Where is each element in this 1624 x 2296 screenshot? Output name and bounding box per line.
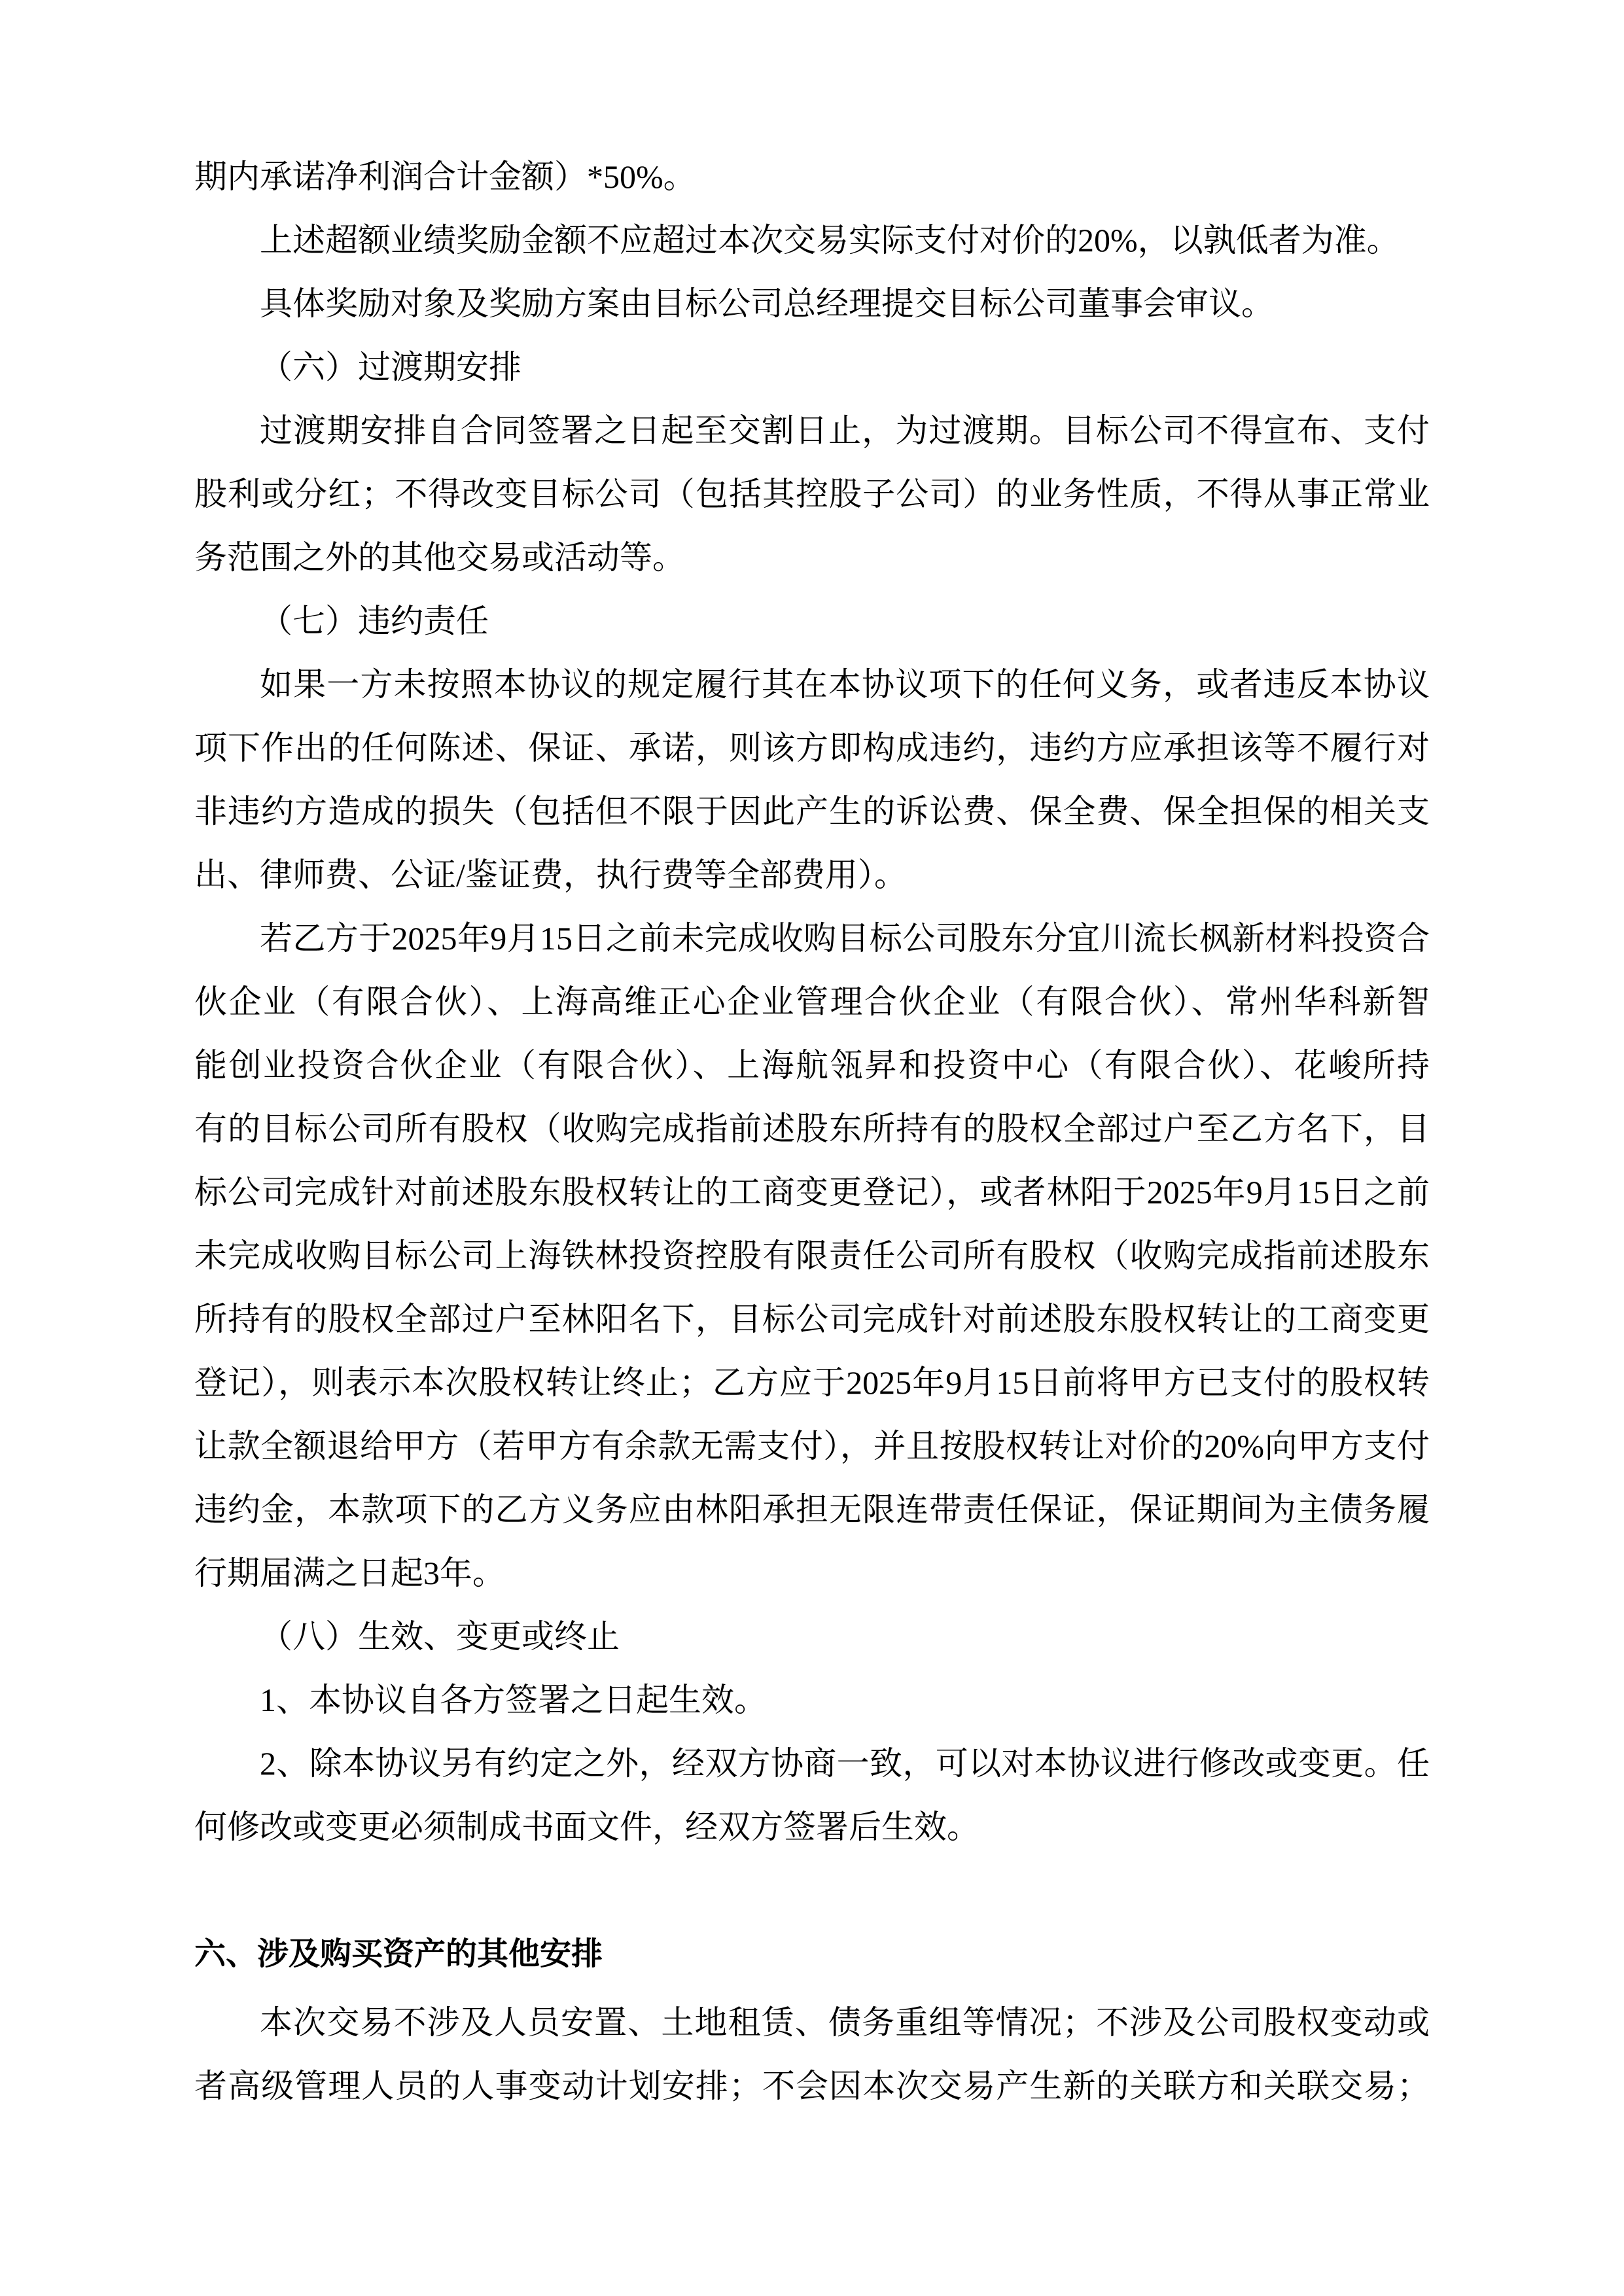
text-line: 何修改或变更必须制成书面文件，经双方签署后生效。	[194, 1809, 980, 1845]
text-line: 让款全额退给甲方（若甲方有余款无需支付），并且按股权转让对价的20%向甲方支付	[194, 1428, 1430, 1464]
text-line: 1、本协议自各方签署之日起生效。	[260, 1682, 767, 1718]
text-line: 若乙方于2025年9月15日之前未完成收购目标公司股东分宜川流长枫新材料投资合	[260, 920, 1430, 957]
text-line: 伙企业（有限合伙）、上海高维正心企业管理合伙企业（有限合伙）、常州华科新智	[194, 983, 1430, 1020]
text-line: 本次交易不涉及人员安置、土地租赁、债务重组等情况；不涉及公司股权变动或	[260, 2004, 1430, 2041]
text-line: 行期届满之日起3年。	[194, 1555, 505, 1591]
text-line: （六）过渡期安排	[260, 349, 521, 385]
text-line: （七）违约责任	[260, 603, 489, 639]
text-line: 务范围之外的其他交易或活动等。	[194, 539, 685, 576]
text-line: 登记），则表示本次股权转让终止；乙方应于2025年9月15日前将甲方已支付的股权转	[194, 1364, 1430, 1401]
text-line: 有的目标公司所有股权（收购完成指前述股东所持有的股权全部过户至乙方名下，目	[194, 1110, 1430, 1147]
text-line: 非违约方造成的损失（包括但不限于因此产生的诉讼费、保全费、保全担保的相关支	[194, 793, 1430, 830]
text-line: 期内承诺净利润合计金额）*50%。	[194, 158, 696, 195]
text-line: 如果一方未按照本协议的规定履行其在本协议项下的任何义务，或者违反本协议	[260, 666, 1430, 703]
text-line: 2、除本协议另有约定之外，经双方协商一致，可以对本协议进行修改或变更。任	[260, 1745, 1430, 1782]
text-line: 所持有的股权全部过户至林阳名下，目标公司完成针对前述股东股权转让的工商变更	[194, 1301, 1430, 1337]
text-line: 股利或分红；不得改变目标公司（包括其控股子公司）的业务性质，不得从事正常业	[194, 476, 1430, 512]
text-line: 违约金，本款项下的乙方义务应由林阳承担无限连带责任保证，保证期间为主债务履	[194, 1491, 1430, 1528]
text-line: 上述超额业绩奖励金额不应超过本次交易实际支付对价的20%，以孰低者为准。	[260, 222, 1400, 258]
text-line: 过渡期安排自合同签署之日起至交割日止，为过渡期。目标公司不得宣布、支付	[260, 412, 1430, 449]
text-line: 项下作出的任何陈述、保证、承诺，则该方即构成违约，违约方应承担该等不履行对	[194, 730, 1430, 766]
document-body	[194, 0, 1430, 2118]
text-line: 标公司完成针对前述股东股权转让的工商变更登记），或者林阳于2025年9月15日之前	[194, 1174, 1430, 1210]
text-line: 未完成收购目标公司上海铁林投资控股有限责任公司所有股权（收购完成指前述股东	[194, 1237, 1430, 1274]
text-line: （八）生效、变更或终止	[260, 1618, 620, 1655]
text-line: 出、律师费、公证/鉴证费，执行费等全部费用）。	[194, 857, 907, 893]
text-line: 具体奖励对象及奖励方案由目标公司总经理提交目标公司董事会审议。	[260, 285, 1274, 322]
section-heading: 六、涉及购买资产的其他安排	[194, 1937, 603, 1971]
text-line: 能创业投资合伙企业（有限合伙）、上海航瓴昇和投资中心（有限合伙）、花峻所持	[194, 1047, 1430, 1084]
text-line: 者高级管理人员的人事变动计划安排；不会因本次交易产生新的关联方和关联交易；	[194, 2068, 1430, 2104]
